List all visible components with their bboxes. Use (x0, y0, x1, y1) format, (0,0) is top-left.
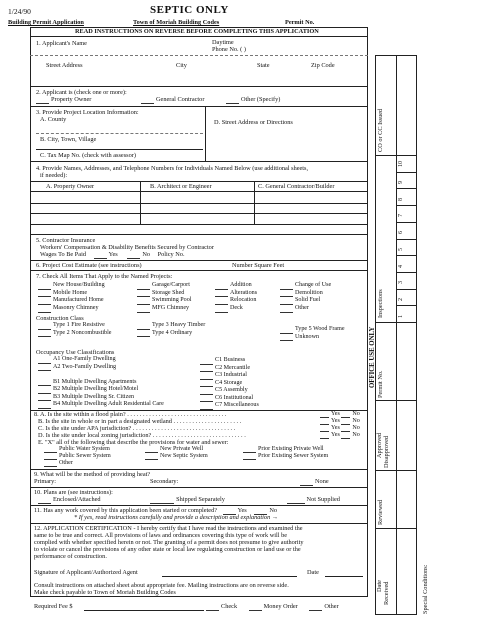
divider (396, 55, 397, 615)
occupancy-col-left (38, 356, 164, 409)
signature-date-line[interactable] (325, 576, 363, 577)
construction-option: Type 2 Noncombustible (53, 329, 112, 336)
wages-yes-label: Yes (108, 251, 118, 258)
plans-enclosed-checkbox[interactable] (38, 498, 51, 504)
payment-other-checkbox[interactable] (309, 605, 322, 611)
project-location-label: 3. Provide Project Location Information: (36, 109, 139, 116)
site-yes-no-answers (320, 411, 360, 439)
occupancy-option: B1 Multiple Dwelling Apartments (53, 378, 137, 385)
project-option: Addition (230, 282, 252, 288)
divider (30, 161, 368, 162)
water-sewer-col-3 (243, 446, 328, 460)
construction-checkbox[interactable] (280, 335, 293, 341)
construction-option: Type 1 Fire Resistive (53, 322, 105, 328)
signature-date-label: Date (307, 569, 319, 576)
water-sewer-checkbox[interactable] (243, 454, 256, 460)
consult-line-2: Make check payable to Town of Moriah Building Codes (34, 589, 176, 596)
project-option: Mobile Home (53, 289, 88, 296)
co-issued-label: CO or CC Issued (377, 108, 384, 152)
general-contractor-option: General Contractor (155, 96, 205, 103)
project-type-col-1 (38, 282, 105, 313)
cost-estimate-label: 6. Project Cost Estimate (see instructions) (36, 262, 142, 269)
divider (36, 133, 203, 134)
water-sewer-col-1 (44, 446, 111, 467)
divider (30, 106, 368, 107)
project-checkbox[interactable] (280, 284, 293, 290)
wages-no-label: No (142, 251, 151, 258)
occupancy-checkbox[interactable] (200, 404, 213, 410)
divider (30, 260, 368, 261)
no-heat-option (300, 478, 329, 486)
inspection-cell[interactable] (396, 289, 417, 306)
construction-col-3 (280, 326, 345, 341)
no-label: No (352, 418, 360, 424)
construction-class-label: Construction Class (36, 315, 84, 322)
workers-comp-label: Workers' Compensation & Disability Benefits Secured by Contractor (40, 244, 214, 251)
water-sewer-option: Prior Existing Private Well (258, 446, 324, 452)
plans-shipped-checkbox[interactable] (150, 498, 174, 504)
required-fee-line[interactable] (84, 610, 204, 611)
construction-checkbox[interactable] (137, 331, 150, 337)
wages-no-checkbox[interactable] (127, 253, 140, 259)
divider (375, 400, 417, 401)
square-feet-label: Number Square Feet (232, 262, 285, 269)
plans-options (38, 496, 340, 504)
yes-label: Yes (331, 411, 340, 417)
divider (205, 106, 206, 161)
zoning-question: D. Is the site under local zoning jurisdiction? . . . . . . . . . . . . . . . . . . . . . . . . . . . . . . (38, 432, 246, 439)
tax-map-label: C. Tax Map No. (check with assessor) (40, 152, 136, 159)
payment-check-checkbox[interactable] (206, 605, 219, 611)
signature-line[interactable] (162, 576, 297, 577)
inspection-number: 2 (398, 297, 404, 301)
check-items-label: 7. Check All Items That Apply to the Named Projects: (36, 273, 173, 280)
form-date-code: 1/24/90 (8, 7, 31, 16)
inspection-number: 4 (398, 264, 404, 268)
approved-label: Approved (376, 432, 383, 458)
water-sewer-checkbox[interactable] (44, 461, 57, 467)
divider (375, 322, 417, 323)
plans-shipped-label: Shipped Separately (176, 496, 225, 503)
named-individuals-note: if needed): (40, 172, 68, 179)
wages-row (40, 251, 185, 259)
occupancy-option: C5 Assembly (215, 387, 248, 393)
reviewed-label: Reviewed (377, 499, 384, 525)
plans-not-supplied-label: Not Supplied (306, 496, 340, 503)
phone-label: Phone No. ( ) (212, 46, 246, 53)
yes-label: Yes (331, 425, 340, 431)
construction-checkbox[interactable] (38, 331, 51, 337)
water-sewer-option: Prior Existing Sewer System (258, 453, 329, 459)
form-title: SEPTIC ONLY (150, 4, 229, 16)
project-option: Garage/Carport (152, 282, 190, 288)
divider (30, 234, 368, 235)
street-directions-label: D. Street Address or Directions (214, 119, 293, 126)
heat-method-label: 9. What will be the method of providing heat? (34, 471, 151, 478)
contractor-col-header: C. General Contractor/Builder (258, 183, 335, 190)
wages-yes-checkbox[interactable] (94, 253, 107, 259)
consult-line-1: Consult instructions on attached sheet about appropriate fee. Mailing instructions are on reverse side. (34, 582, 289, 589)
divider (30, 213, 368, 214)
construction-checkbox[interactable] (280, 328, 293, 334)
inspection-cell[interactable] (396, 239, 417, 256)
occupancy-option: C3 Industrial (215, 372, 247, 378)
applicant-type-options (36, 96, 280, 104)
received-label: Received (383, 581, 390, 605)
inspection-number: 8 (398, 197, 404, 201)
occupancy-col-right (200, 357, 259, 410)
project-checkbox[interactable] (215, 307, 228, 313)
certification-line-4: to violate or cancel the provisions of any other state or local law regulating construction or land use or the (34, 546, 301, 553)
project-option: Manufactured Home (53, 297, 104, 304)
other-applicant-checkbox[interactable] (226, 98, 239, 104)
plans-label: 10. Plans are (see instructions): (34, 489, 113, 496)
inspection-number: 10 (398, 161, 404, 168)
divider (375, 470, 417, 471)
special-conditions-label: Special Conditions: (422, 564, 429, 614)
project-option: Solid Fuel (295, 297, 321, 304)
inspections-label: Inspections (377, 289, 384, 318)
project-option: MFG Chimney (152, 305, 190, 312)
occupancy-checkbox[interactable] (38, 365, 51, 371)
inspection-cell[interactable] (396, 205, 417, 222)
inspection-cell[interactable] (396, 255, 417, 272)
inspection-number: 6 (398, 231, 404, 235)
divider (140, 181, 141, 224)
construction-checkbox[interactable] (137, 324, 150, 330)
occupancy-option: B3 Multiple Dwelling Sr. Citizen (53, 393, 135, 400)
occupancy-checkbox[interactable] (38, 403, 51, 409)
construction-option: Type 4 Ordinary (152, 329, 193, 336)
named-individuals-label: 4. Provide Names, Addresses, and Telephone Numbers for Individuals Named Below (use additional sheets, (36, 165, 309, 172)
certification-line-3: complied with whether specified herein or not. The granting of a permit does not presume to give authority (34, 539, 304, 546)
divider (30, 191, 368, 192)
occupancy-option: C7 Miscellaneous (215, 402, 259, 408)
water-sewer-col-2 (145, 446, 208, 460)
divider (375, 528, 417, 529)
payment-money-order-label: Money Order (263, 603, 298, 610)
divider (30, 487, 368, 488)
applicant-type-label: 2. Applicant is (check one or more): (36, 89, 127, 96)
property-owner-checkbox[interactable] (36, 98, 49, 104)
yes-label: Yes (331, 418, 340, 424)
instructions-banner: READ INSTRUCTIONS ON REVERSE BEFORE COMPLETING THIS APPLICATION (75, 28, 319, 35)
payment-money-order-checkbox[interactable] (249, 605, 262, 611)
occupancy-option: C2 Mercantile (215, 364, 251, 371)
work-started-note: * If yes, read instructions carefully and provide a description and explanation → (74, 514, 279, 521)
inspection-cell[interactable] (396, 272, 417, 289)
certification-line-1: 12. APPLICATION CERTIFICATION - I hereby certify that I have read the instructions and examined the (34, 525, 303, 532)
project-checkbox[interactable] (137, 307, 150, 313)
payment-check-label: Check (221, 603, 238, 610)
general-contractor-checkbox[interactable] (141, 98, 154, 104)
apa-question: C. Is the site under APA jurisdiction? . . . . . . . . . . . . . . . . . . . . . . . . . . . . . . . . . (38, 425, 236, 432)
signature-label: Signature of Applicant/Authorized Agent (34, 569, 138, 576)
zip-label: Zip Code (311, 62, 335, 69)
inspection-number: 5 (398, 247, 404, 251)
no-label: No (352, 432, 360, 438)
construction-option: Type 3 Heavy Timber (152, 322, 206, 328)
contractor-insurance-label: 5. Contractor Insurance (36, 237, 96, 244)
no-label: No (352, 425, 360, 431)
project-option: Change of Use (295, 282, 332, 288)
project-type-col-4 (280, 282, 331, 313)
construction-option: Unknown (295, 333, 320, 340)
form-subtitle-mid: Town of Moriah Building Codes (133, 19, 220, 26)
project-option: New House/Building (53, 282, 105, 288)
divider (30, 181, 368, 182)
certification-line-5: performance of construction. (34, 553, 107, 560)
sidebar-permit-no-label: Permit No. (377, 370, 384, 398)
occupancy-option: A1 One-Family Dwelling (53, 356, 116, 362)
inspection-cell[interactable] (396, 222, 417, 239)
required-fee-label: Required Fee $ (34, 603, 73, 610)
daytime-label: Daytime (212, 39, 234, 46)
date-label: Date (376, 580, 383, 592)
work-started-no-label: No (269, 507, 278, 514)
water-sewer-option: New Septic System (160, 453, 208, 459)
divider (30, 86, 368, 87)
applicant-name-label: 1. Applicant's Name (36, 40, 87, 47)
site-no-checkbox[interactable] (341, 433, 350, 439)
inspection-cell[interactable] (396, 155, 417, 172)
county-label: A. County (40, 116, 67, 123)
flood-plain-question: 8. A. Is the site within a flood plain? . . . . . . . . . . . . . . . . . . . . . . . . . . . . . . . . (34, 411, 227, 418)
occupancy-checkbox[interactable] (200, 374, 213, 380)
construction-col-2 (137, 322, 205, 337)
construction-option: Type 5 Wood Frame (295, 326, 345, 332)
occupancy-option: A2 Two-Family Dwelling (53, 363, 117, 370)
no-heat-label: None (315, 478, 329, 485)
occupancy-option: C6 Institutional (215, 394, 254, 401)
form-subtitle-left: Building Permit Application (8, 19, 84, 26)
primary-heat-label: Primary: (34, 478, 57, 485)
inspection-cell[interactable] (396, 188, 417, 205)
office-use-only-label: OFFICE USE ONLY (369, 326, 376, 388)
project-checkbox[interactable] (137, 284, 150, 290)
water-sewer-checkbox[interactable] (145, 454, 158, 460)
project-checkbox[interactable] (215, 284, 228, 290)
work-started-question: 11. Has any work covered by this application been started or completed? (34, 507, 218, 514)
inspection-cell[interactable] (396, 172, 417, 189)
street-address-label: Street Address (46, 62, 83, 69)
project-option: Demolition (295, 289, 323, 296)
divider (30, 270, 368, 271)
divider (30, 469, 368, 470)
water-sewer-option: Other (59, 460, 73, 466)
project-option: Masonry Chimney (53, 305, 99, 312)
inspection-number: 3 (398, 281, 404, 285)
occupancy-checkbox[interactable] (38, 388, 51, 394)
water-sewer-option: New Private Well (160, 446, 204, 452)
water-sewer-option: Public Water System (59, 446, 110, 452)
no-heat-checkbox[interactable] (300, 480, 313, 486)
work-started-yes-label: Yes (237, 507, 247, 514)
payment-other-label: Other (324, 603, 339, 610)
policy-no-label: Policy No. (157, 251, 185, 258)
project-option: Storage Shed (152, 289, 185, 296)
inspection-number: 1 (398, 314, 404, 318)
project-type-col-3 (215, 282, 257, 313)
plans-not-supplied-checkbox[interactable] (287, 498, 305, 504)
occupancy-option: C1 Business (215, 357, 246, 363)
plans-enclosed-label: Enclosed/Attached (53, 496, 101, 503)
property-owner-option: Property Owner (51, 96, 92, 103)
payment-options (206, 603, 339, 611)
header-permit-no: Permit No. (285, 19, 315, 26)
wages-label: Wages To Be Paid (40, 251, 86, 258)
divider (30, 224, 368, 225)
no-label: No (352, 411, 360, 417)
occupancy-checkbox[interactable] (200, 359, 213, 365)
secondary-heat-label: Secondary: (150, 478, 179, 485)
certification-line-2: same to be true and correct. All provisions of laws and ordinances covering this type of work will be (34, 532, 288, 539)
divider (36, 149, 203, 150)
project-checkbox[interactable] (38, 284, 51, 290)
project-option: Deck (230, 305, 243, 312)
construction-col-1 (38, 322, 111, 337)
property-owner-col-header: A. Property Owner (46, 183, 95, 190)
occupancy-option: B4 Multiple Dwelling Adult Residential Care (53, 401, 164, 407)
project-option: Other (295, 305, 309, 312)
city-town-village-label: B. City, Town, Village (40, 136, 97, 143)
project-option: Relocation (230, 297, 257, 304)
project-checkbox[interactable] (38, 307, 51, 313)
other-applicant-option: Other (Specify) (241, 96, 281, 103)
wetland-question: B. Is the site in whole or in part a designated wetland . . . . . . . . . . . . . . . . . . . . . . (38, 418, 242, 425)
state-label: State (257, 62, 270, 69)
architect-col-header: B. Architect or Engineer (150, 183, 212, 190)
occupancy-option: B2 Multiple Dwelling Hotel/Motel (53, 386, 139, 392)
divider (30, 505, 368, 506)
occupancy-checkbox[interactable] (38, 358, 51, 364)
water-sewer-option: Public Sewer System (59, 453, 111, 459)
divider (30, 55, 368, 56)
inspection-number: 9 (398, 181, 404, 185)
divider (30, 523, 368, 524)
project-checkbox[interactable] (280, 307, 293, 313)
yes-label: Yes (331, 432, 340, 438)
city-label: City (176, 62, 187, 69)
project-option: Alterations (230, 289, 258, 296)
divider (254, 181, 255, 224)
inspection-cell[interactable] (396, 305, 417, 322)
inspection-number: 7 (398, 214, 404, 218)
construction-checkbox[interactable] (38, 324, 51, 330)
occupancy-option: C4 Storage (215, 379, 243, 386)
disapproved-label: Disapproved (383, 435, 390, 468)
site-yes-checkbox[interactable] (320, 433, 329, 439)
occupancy-checkbox[interactable] (200, 389, 213, 395)
divider (30, 203, 368, 204)
project-option: Swimming Pool (152, 297, 192, 304)
divider (30, 36, 368, 37)
water-sewer-label: E. "X" all of the following that describe the provisions for water and sewer: (38, 439, 229, 446)
occupancy-label: Occupancy Use Classifications (36, 349, 115, 356)
project-type-col-2 (137, 282, 191, 313)
